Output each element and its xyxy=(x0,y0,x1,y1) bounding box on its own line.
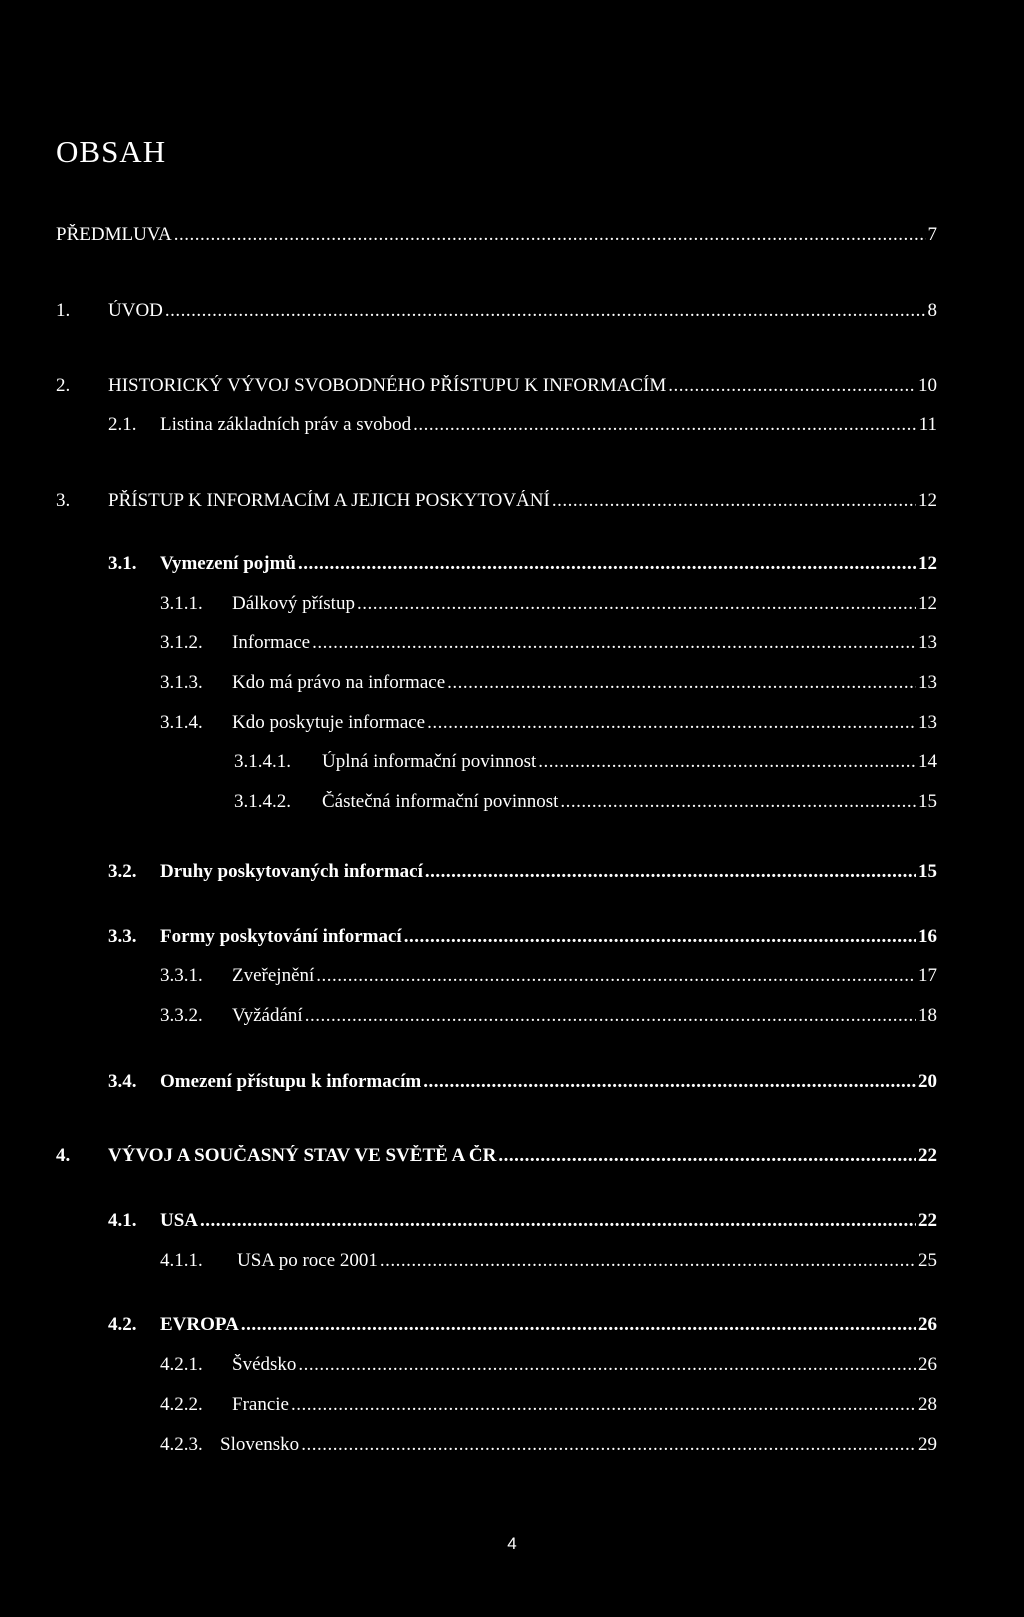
dot-leader xyxy=(668,375,916,397)
toc-entry-usa[interactable] xyxy=(108,1210,937,1232)
dot-leader xyxy=(423,1071,916,1093)
toc-entry-number: 4.1.1. xyxy=(160,1250,203,1271)
toc-entry-title: Vyžádání xyxy=(232,1005,303,1026)
dot-leader xyxy=(298,553,916,575)
dot-leader xyxy=(427,712,916,734)
toc-entry-page: 10 xyxy=(918,375,937,396)
toc-entry-kdo-ma-pravo[interactable] xyxy=(160,672,937,694)
toc-entry-number: 4.2. xyxy=(108,1314,137,1335)
toc-entry-page: 12 xyxy=(918,553,937,574)
toc-entry-number: 4.2.1. xyxy=(160,1354,203,1375)
toc-entry-number: 4.1. xyxy=(108,1210,137,1231)
toc-entry-vyvoj-a-stav[interactable] xyxy=(56,1145,937,1167)
toc-entry-title: PŘÍSTUP K INFORMACÍM A JEJICH POSKYTOVÁNÍ xyxy=(108,490,550,511)
toc-entry-title: Francie xyxy=(232,1394,289,1415)
toc-entry-predmluva[interactable] xyxy=(56,224,937,246)
toc-entry-vyzadani[interactable] xyxy=(160,1005,937,1027)
toc-entry-number: 3.1.2. xyxy=(160,632,203,653)
toc-entry-pristup-k-informacim[interactable] xyxy=(56,490,937,512)
toc-entry-page: 11 xyxy=(918,414,937,435)
toc-entry-page: 14 xyxy=(918,751,937,772)
dot-leader xyxy=(316,965,916,987)
toc-entry-title: Kdo má právo na informace xyxy=(232,672,446,693)
toc-entry-number: 3.4. xyxy=(108,1071,137,1092)
toc-entry-title: Omezení přístupu k informacím xyxy=(160,1071,422,1092)
toc-entry-number: 3.3.1. xyxy=(160,965,203,986)
toc-entry-number: 3.1.1. xyxy=(160,593,203,614)
toc-entry-page: 22 xyxy=(918,1145,937,1166)
toc-entry-castecna-povinnost[interactable] xyxy=(234,791,937,813)
toc-entry-title: Druhy poskytovaných informací xyxy=(160,861,423,882)
dot-leader xyxy=(301,1434,916,1456)
toc-entry-page: 13 xyxy=(918,712,937,733)
dot-leader xyxy=(447,672,916,694)
toc-entry-page: 12 xyxy=(918,593,937,614)
toc-entry-francie[interactable] xyxy=(160,1394,937,1416)
toc-entry-informace[interactable] xyxy=(160,632,937,654)
dot-leader xyxy=(552,490,916,512)
toc-entry-number: 1. xyxy=(56,300,71,321)
toc-entry-page: 8 xyxy=(927,300,937,321)
toc-entry-slovensko[interactable] xyxy=(160,1434,937,1456)
toc-entry-dalkovy-pristup[interactable] xyxy=(160,593,937,615)
toc-entry-listina[interactable] xyxy=(108,414,937,436)
toc-entry-title: Zveřejnění xyxy=(232,965,315,986)
toc-entry-title: Formy poskytování informací xyxy=(160,926,402,947)
toc-entry-title: Částečná informační povinnost xyxy=(322,791,559,812)
toc-entry-page: 29 xyxy=(918,1434,937,1455)
toc-entry-omezeni-pristupu[interactable] xyxy=(108,1071,937,1093)
toc-entry-title: Listina základních práv a svobod xyxy=(160,414,412,435)
toc-entry-number: 3.3. xyxy=(108,926,137,947)
dot-leader xyxy=(498,1145,916,1167)
toc-entry-number: 2.1. xyxy=(108,414,137,435)
toc-entry-title: EVROPA xyxy=(160,1314,239,1335)
toc-entry-page: 26 xyxy=(918,1354,937,1375)
toc-entry-page: 13 xyxy=(918,672,937,693)
toc-entry-number: 4. xyxy=(56,1145,71,1166)
dot-leader xyxy=(298,1354,916,1376)
toc-entry-title: Švédsko xyxy=(232,1354,297,1375)
dot-leader xyxy=(241,1314,916,1336)
toc-entry-page: 28 xyxy=(918,1394,937,1415)
toc-entry-page: 7 xyxy=(927,224,937,245)
toc-entry-vymezeni-pojmu[interactable] xyxy=(108,553,937,575)
toc-entry-historicky-vyvoj[interactable] xyxy=(56,375,937,397)
toc-entry-title: PŘEDMLUVA xyxy=(56,224,172,245)
toc-entry-number: 2. xyxy=(56,375,71,396)
toc-entry-title: Úplná informační povinnost xyxy=(322,751,537,772)
toc-entry-number: 3.1.4.1. xyxy=(234,751,291,772)
toc-entry-uplna-povinnost[interactable] xyxy=(234,751,937,773)
dot-leader xyxy=(165,300,926,322)
toc-entry-title: Kdo poskytuje informace xyxy=(232,712,426,733)
toc-entry-title: Dálkový přístup xyxy=(232,593,355,614)
toc-entry-page: 20 xyxy=(918,1071,937,1092)
toc-entry-svedsko[interactable] xyxy=(160,1354,937,1376)
toc-entry-uvod[interactable] xyxy=(56,300,937,322)
dot-leader xyxy=(560,791,916,813)
toc-entry-page: 26 xyxy=(918,1314,937,1335)
dot-leader xyxy=(357,593,916,615)
toc-entry-title: Vymezení pojmů xyxy=(160,553,296,574)
dot-leader xyxy=(413,414,917,436)
toc-entry-title: HISTORICKÝ VÝVOJ SVOBODNÉHO PŘÍSTUPU K INFORMACÍM xyxy=(108,375,667,396)
toc-entry-page: 25 xyxy=(918,1250,937,1271)
toc-entry-number: 3.1.3. xyxy=(160,672,203,693)
toc-entry-page: 17 xyxy=(918,965,937,986)
dot-leader xyxy=(425,861,916,883)
toc-entry-page: 16 xyxy=(918,926,937,947)
toc-entry-usa-po-2001[interactable] xyxy=(160,1250,937,1272)
toc-entry-page: 12 xyxy=(918,490,937,511)
toc-entry-page: 13 xyxy=(918,632,937,653)
toc-entry-number: 3.2. xyxy=(108,861,137,882)
toc-entry-formy-poskytovani[interactable] xyxy=(108,926,937,948)
page-title: OBSAH xyxy=(56,134,167,169)
toc-entry-number: 3.3.2. xyxy=(160,1005,203,1026)
toc-entry-number: 4.2.2. xyxy=(160,1394,203,1415)
toc-entry-number: 3.1.4.2. xyxy=(234,791,291,812)
toc-entry-number: 3. xyxy=(56,490,71,511)
toc-entry-title: ÚVOD xyxy=(108,300,163,321)
toc-entry-druhy-informaci[interactable] xyxy=(108,861,937,883)
toc-entry-kdo-poskytuje[interactable] xyxy=(160,712,937,734)
dot-leader xyxy=(380,1250,916,1272)
toc-entry-page: 15 xyxy=(918,861,937,882)
toc-entry-number: 3.1. xyxy=(108,553,137,574)
toc-entry-title: USA po roce 2001 xyxy=(237,1250,378,1271)
dot-leader xyxy=(312,632,916,654)
dot-leader xyxy=(538,751,916,773)
toc-entry-evropa[interactable] xyxy=(108,1314,937,1336)
toc-entry-zverejneni[interactable] xyxy=(160,965,937,987)
toc-entry-title: Slovensko xyxy=(220,1434,300,1455)
dot-leader xyxy=(305,1005,916,1027)
toc-entry-page: 15 xyxy=(918,791,937,812)
toc-entry-title: Informace xyxy=(232,632,311,653)
toc-entry-page: 22 xyxy=(918,1210,937,1231)
toc-entry-title: USA xyxy=(160,1210,199,1231)
toc-entry-number: 3.1.4. xyxy=(160,712,203,733)
page-number: 4 xyxy=(507,1534,517,1553)
toc-entry-number: 4.2.3. xyxy=(160,1434,203,1455)
dot-leader xyxy=(200,1210,916,1232)
dot-leader xyxy=(174,224,926,246)
dot-leader xyxy=(291,1394,916,1416)
toc-entry-title: VÝVOJ A SOUČASNÝ STAV VE SVĚTĚ A ČR xyxy=(108,1145,497,1166)
dot-leader xyxy=(404,926,916,948)
toc-entry-page: 18 xyxy=(918,1005,937,1026)
